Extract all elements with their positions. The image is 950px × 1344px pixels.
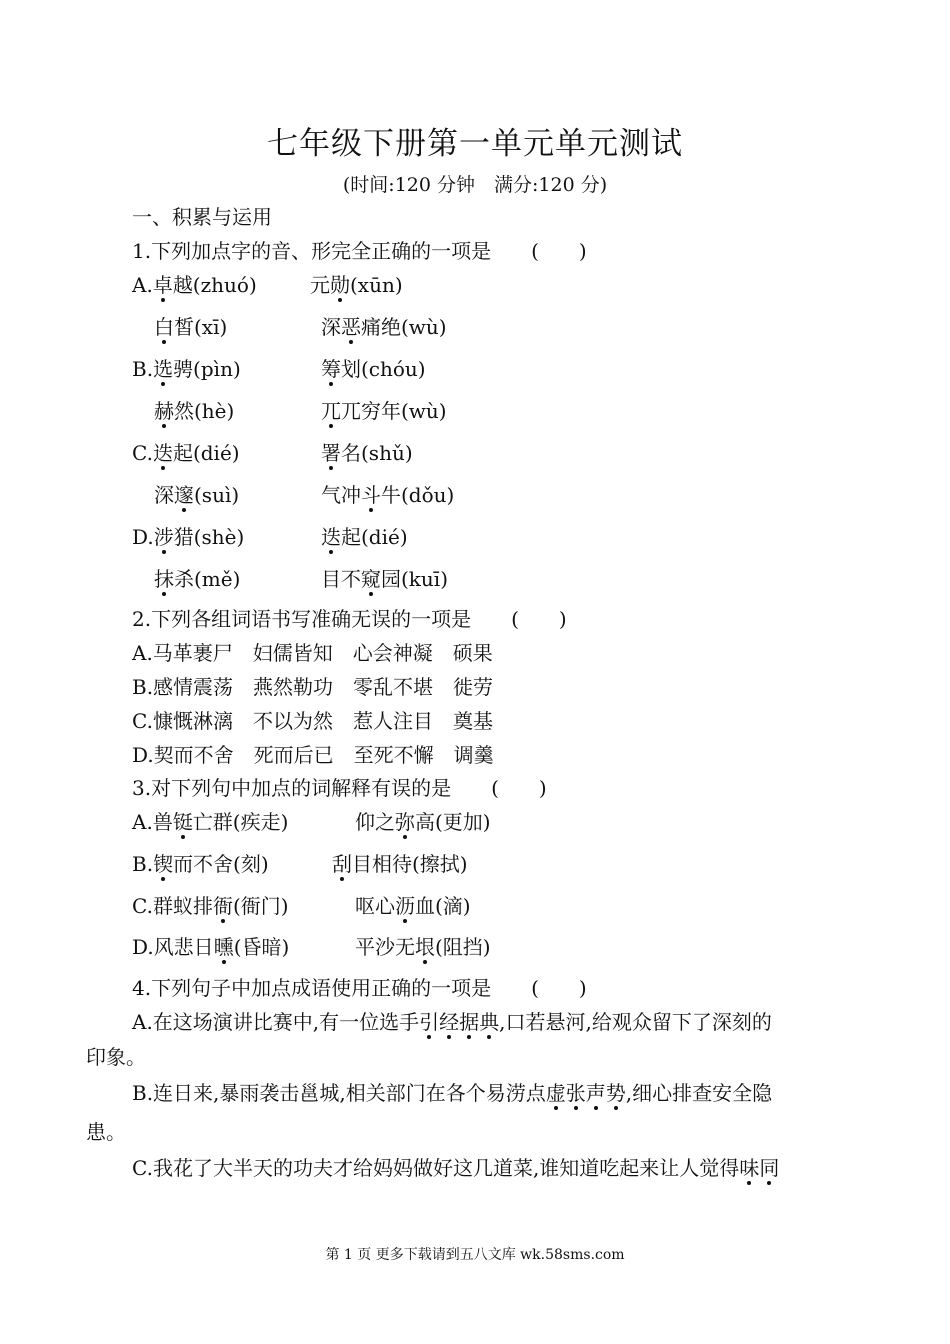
option-label: B. [132,852,154,876]
q3-option-c: C.群蚁排衙(衙门) [132,894,289,918]
dotted-char: 刮 [332,852,352,876]
dotted-char: 白 [154,315,174,339]
dotted-char: 迭 [321,525,341,549]
q1-option-b-row1: B.选骋(pìn) [132,357,241,381]
q1-option-a-row1: A.卓越(zhuó) [132,273,257,297]
q4-option-a: A.在这场演讲比赛中,有一位选手引经据典,口若悬河,给观众留下了深刻的 [132,1010,772,1034]
q2-stem [132,605,567,633]
dotted-char: 恶 [341,315,361,339]
q1-option-c-item4: 气冲斗牛(dǒu) [321,483,455,507]
dotted-char: 迭 [152,441,173,465]
dotted-char: 邃 [174,483,194,507]
dotted-char: 张 [565,1081,586,1105]
option-label: D. [132,525,154,549]
dotted-char: 锲 [153,852,174,876]
q3-option-a: A.兽铤亡群(疾走) [132,810,289,834]
page-footer: 第 1 页 更多下载请到五八文库 wk.58sms.com [325,1247,625,1263]
option-label: D. [132,935,154,959]
dotted-char: 斗 [361,483,381,507]
dotted-char: 引 [419,1010,440,1034]
dotted-char: 弥 [395,810,415,834]
dotted-idiom [546,1081,626,1105]
q1-option-b-item2: 筹划(chóu) [321,357,426,381]
q2-option-d: D.契而不舍 死而后已 至死不懈 调羹 [132,743,494,767]
dotted-char: 卓 [152,273,173,297]
q3-option-d: D.风悲日曛(昏暗) [132,935,290,959]
option-label: A. [132,273,153,297]
q3-answer-bracket: ( ) [491,776,547,800]
q3-stem [132,774,547,802]
dotted-char: 赫 [154,399,174,423]
q4-stem [132,974,587,1002]
dotted-char: 抹 [154,567,174,591]
q1-option-c-item3: 深邃(suì) [154,483,240,507]
q4-option-b: B.连日来,暴雨袭击邕城,相关部门在各个易涝点虚张声势,细心排查安全隐 [132,1081,773,1105]
dotted-char: 涉 [153,525,174,549]
dotted-idiom [739,1156,779,1180]
option-label: A. [132,810,153,834]
q2-option-b: B.感情震荡 燕然勒功 零乱不堪 徙劳 [132,675,494,699]
q1-option-d-row1: D.涉猎(shè) [132,525,245,549]
dotted-char: 典 [479,1010,500,1034]
q1-option-c-row1: C.迭起(dié) [132,441,240,465]
q3-option-d-item2: 平沙无垠(阻挡) [355,935,491,959]
q3-option-b: B.锲而不舍(刻) [132,852,269,876]
q1-option-d-item4: 目不窥园(kuī) [321,567,449,591]
dotted-idiom [419,1010,499,1034]
q3-option-c-item2: 呕心沥血(滴) [355,894,471,918]
q4-option-b-continued: 患。 [86,1120,126,1144]
dotted-char: 衙 [212,894,233,918]
dotted-char: 势 [605,1081,626,1105]
dotted-char: 味 [739,1156,760,1180]
dotted-char: 选 [153,357,174,381]
option-label: C. [132,441,153,465]
option-label: B. [132,357,154,381]
q1-option-c-item2: 署名(shǔ) [321,441,413,465]
section-heading: 一、积累与运用 [132,205,272,229]
q4-option-c: C.我花了大半天的功夫才给妈妈做好这几道菜,谁知道吃起来让人觉得味同 [132,1156,780,1180]
q4-option-a-continued: 印象。 [86,1045,146,1069]
q2-stem-text: 2.下列各组词语书写准确无误的一项是 [132,607,472,631]
q1-option-a-item2: 元勋(xūn) [310,273,403,297]
dotted-char: 声 [585,1081,606,1105]
dotted-char: 同 [759,1156,780,1180]
q3-option-b-item2: 刮目相待(擦拭) [332,852,468,876]
q1-answer-bracket: ( ) [531,239,587,263]
dotted-char: 兀 [321,399,341,423]
q4-answer-bracket: ( ) [531,976,587,1000]
q3-option-a-item2: 仰之弥高(更加) [355,810,491,834]
dotted-char: 沥 [395,894,415,918]
q1-stem [132,237,587,265]
q1-option-b-item4: 兀兀穷年(wù) [321,399,447,423]
dotted-char: 虚 [545,1081,566,1105]
page-title: 七年级下册第一单元单元测试 [267,126,683,162]
q1-option-a-item4: 深恶痛绝(wù) [321,315,447,339]
q4-stem-text: 4.下列句子中加点成语使用正确的一项是 [132,976,492,1000]
dotted-char: 垠 [415,935,435,959]
dotted-char: 经 [439,1010,460,1034]
dotted-char: 铤 [172,810,193,834]
q2-option-a: A.马革裹尸 妇儒皆知 心会神凝 硕果 [132,641,493,665]
q3-stem-text: 3.对下列句中加点的词解释有误的是 [132,776,452,800]
q2-option-c: C.慷慨淋漓 不以为然 惹人注目 奠基 [132,709,493,733]
dotted-char: 筹 [321,357,341,381]
dotted-char: 据 [459,1010,480,1034]
dotted-char: 窥 [361,567,381,591]
q1-option-d-item2: 迭起(dié) [321,525,408,549]
q1-stem-text: 1.下列加点字的音、形完全正确的一项是 [132,239,492,263]
q1-option-b-item3: 赫然(hè) [154,399,235,423]
dotted-char: 勋 [330,273,350,297]
option-label: C. [132,894,153,918]
q1-option-d-item3: 抹杀(mě) [154,567,241,591]
dotted-char: 署 [321,441,341,465]
exam-time-info: (时间:120 分钟 满分:120 分) [342,174,608,196]
q1-option-a-item3: 白皙(xī) [154,315,228,339]
dotted-char: 曛 [213,935,234,959]
q2-answer-bracket: ( ) [511,607,567,631]
